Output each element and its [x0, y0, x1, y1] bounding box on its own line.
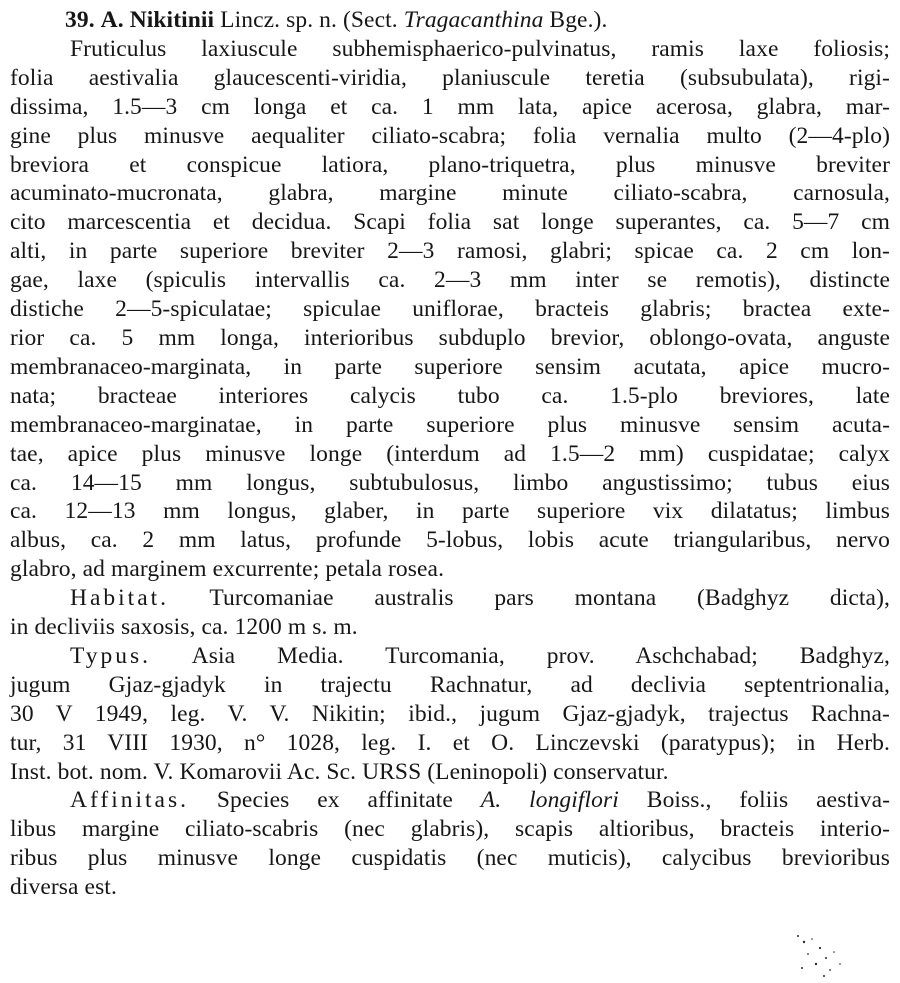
- species-name: A. Nikitinii: [100, 7, 215, 33]
- description-line: tae, apice plus minusve longe (interdum ad 1.5—2 mm) cuspidatae; calyx: [10, 440, 890, 467]
- habitat-paragraph: [10, 584, 890, 642]
- description-line: acuminato-mucronata, glabra, margine minute ciliato-scabra, carnosula,: [10, 180, 890, 207]
- description-line: cito marcescentia et decidua. Scapi folia sat longe superantes, ca. 5—7 cm: [10, 209, 890, 236]
- habitat-text: Turcomaniae australis pars montana (Badghyz dicta),: [209, 585, 890, 612]
- species-author: Lincz. sp. n. (Sect.: [220, 7, 398, 33]
- affinitas-line: ribus plus minusve longe cuspidatis (nec muticis), calycibus brevioribus: [10, 845, 890, 872]
- section-author: Bge.).: [549, 7, 608, 33]
- typus-first-line: [10, 642, 890, 671]
- description-line: glabro, ad marginem excurrente; petala rosea.: [10, 556, 445, 583]
- affinitas-line: libus margine ciliato-scabris (nec glabris), scapis altioribus, bracteis interio-: [10, 816, 890, 843]
- species-heading: [10, 6, 890, 35]
- description-line: distiche 2—5-spiculatae; spiculae uniflorae, bracteis glabris; bractea exte-: [10, 296, 890, 323]
- habitat-label: Habitat.: [70, 585, 170, 612]
- typus-line: Inst. bot. nom. V. Komarovii Ac. Sc. URSS (Leninopoli) conservatur.: [10, 758, 669, 785]
- habitat-line: in decliviis saxosis, ca. 1200 m s. m.: [10, 614, 358, 641]
- description-line: gine plus minusve aequaliter ciliato-scabra; folia vernalia multo (2—4-plo): [10, 122, 890, 149]
- description-line: alti, in parte superiore breviter 2—3 ramosi, glabri; spicae ca. 2 cm lon-: [10, 238, 890, 265]
- affinitas-label: Affinitas.: [70, 787, 189, 814]
- habitat-first-line: [10, 584, 890, 613]
- description-line: membranaceo-marginata, in parte superiore sensim acutata, apice mucro-: [10, 353, 890, 380]
- affinitas-text-after: Boiss., foliis aestiva-: [646, 787, 891, 814]
- description-line: nata; bracteae interiores calycis tubo ca. 1.5-plo breviores, late: [10, 382, 890, 409]
- affinitas-paragraph: [10, 786, 890, 902]
- section-name: Tragacanthina: [403, 7, 544, 33]
- description-line: ca. 14—15 mm longus, subtubulosus, limbo angustissimo; tubus eius: [10, 469, 890, 496]
- description-line: rior ca. 5 mm longa, interioribus subduplo brevior, oblongo-ovata, anguste: [10, 324, 890, 351]
- affinitas-taxon: A. longiflori: [480, 787, 619, 814]
- typus-label: Typus.: [70, 642, 151, 669]
- description-line: gae, laxe (spiculis intervallis ca. 2—3 mm inter se remotis), distincte: [10, 267, 890, 294]
- species-description-page: [10, 6, 890, 902]
- affinitas-line: diversa est.: [10, 874, 117, 901]
- species-number: 39.: [65, 7, 95, 33]
- typus-text: Asia Media. Turcomania, prov. Aschchabad; Badghyz,: [191, 642, 890, 669]
- typus-line: tur, 31 VIII 1930, n° 1028, leg. I. et O. Linczevski (paratypus); in Herb.: [10, 729, 890, 756]
- description-line: Fruticulus laxiuscule subhemisphaerico-pulvinatus, ramis laxe foliosis;: [70, 35, 890, 62]
- typus-line: 30 V 1949, leg. V. V. Nikitin; ibid., jugum Gjaz-gjadyk, trajectus Rachna-: [10, 700, 890, 727]
- description-line: membranaceo-marginatae, in parte superiore plus minusve sensim acuta-: [10, 411, 890, 438]
- description-line: dissima, 1.5—3 cm longa et ca. 1 mm lata, apice acerosa, glabra, mar-: [10, 93, 890, 120]
- affinitas-text-before: Species ex affinitate: [216, 787, 453, 814]
- description-line: folia aestivalia glaucescenti-viridia, planiuscule teretia (subsubulata), rigi-: [10, 64, 890, 91]
- description-line: breviora et conspicue latiora, plano-triquetra, plus minusve breviter: [10, 151, 890, 178]
- description-line: albus, ca. 2 mm latus, profunde 5-lobus, lobis acute triangularibus, nervo: [10, 527, 890, 554]
- typus-line: jugum Gjaz-gjadyk in trajectu Rachnatur, ad declivia septentrionalia,: [10, 671, 890, 698]
- scan-speckle-noise: [790, 930, 850, 980]
- affinitas-first-line: [10, 786, 890, 815]
- description-paragraph: [10, 35, 890, 584]
- typus-paragraph: [10, 642, 890, 787]
- description-line: ca. 12—13 mm longus, glaber, in parte superiore vix dilatatus; limbus: [10, 498, 890, 525]
